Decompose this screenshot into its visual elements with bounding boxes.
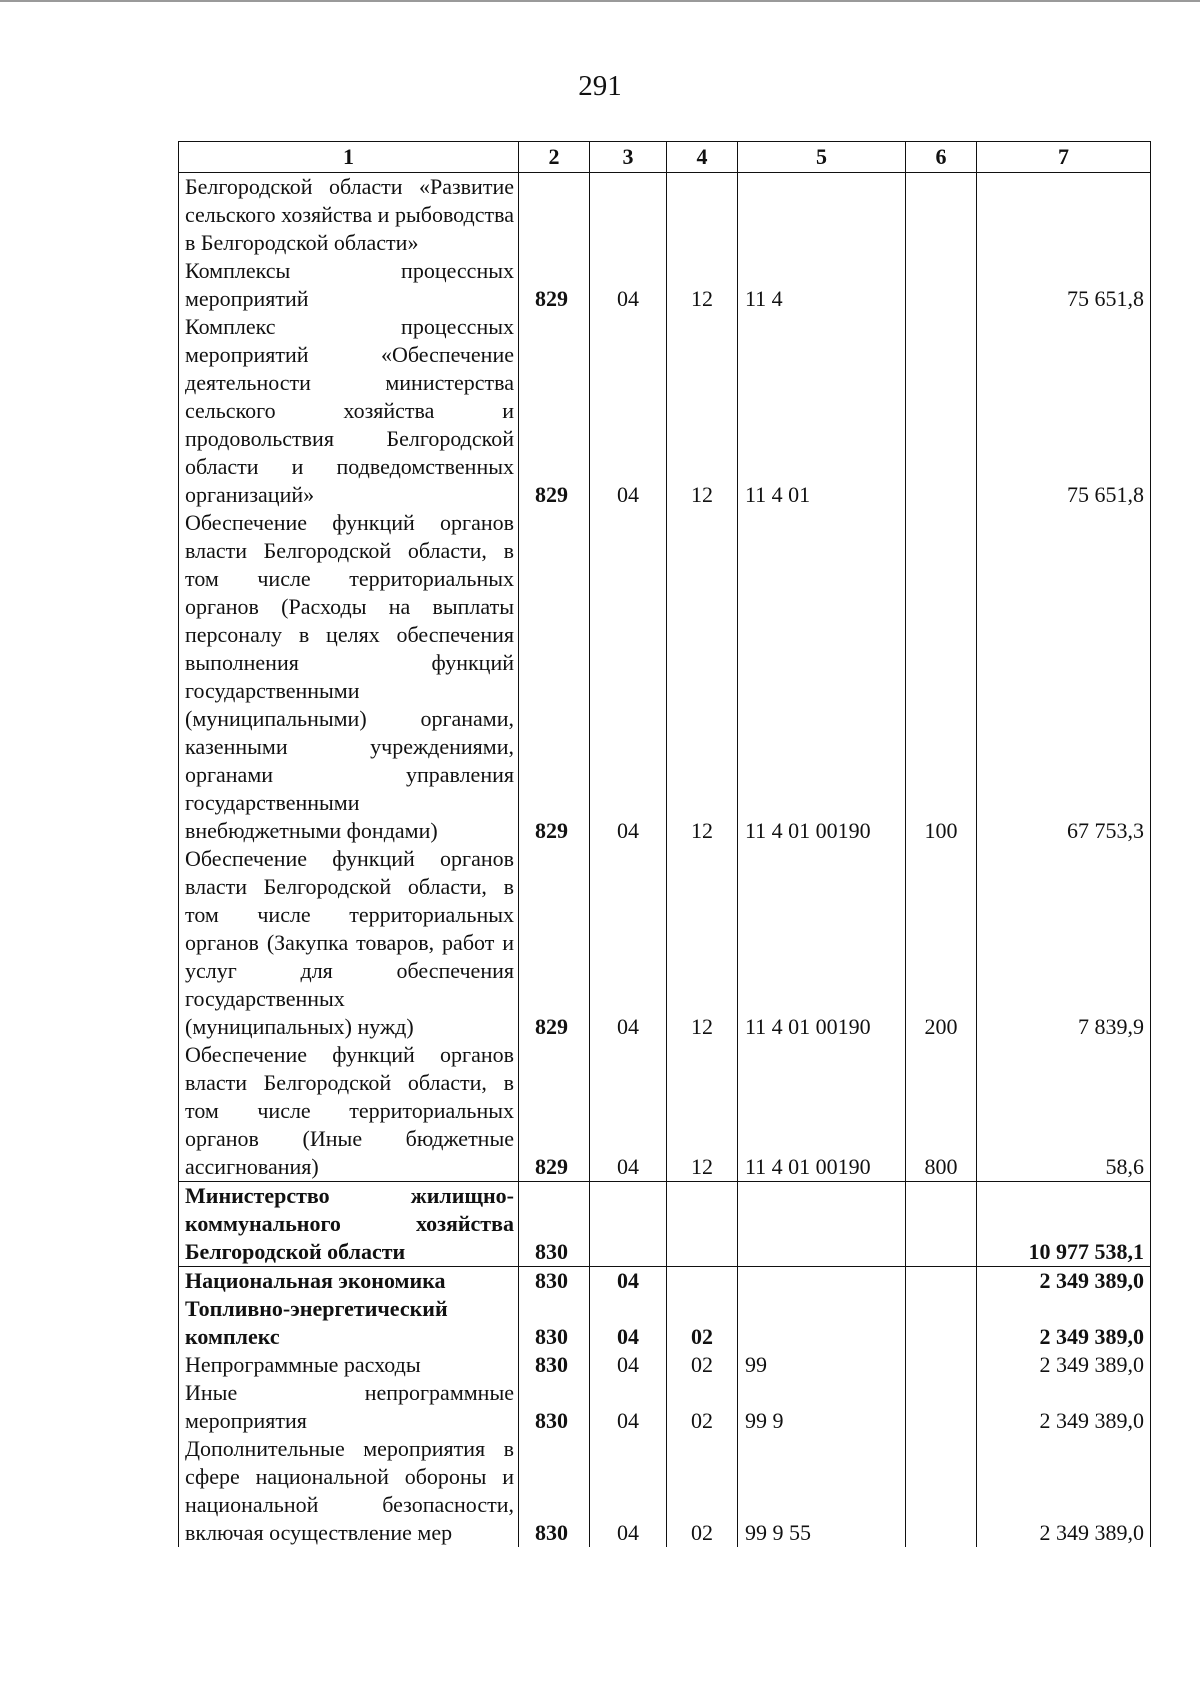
row-name: Министерство жилищно-коммунального хозяйства Белгородской области <box>179 1182 519 1267</box>
row-section: 04 <box>590 509 667 845</box>
row-amount: 2 349 389,0 <box>977 1379 1151 1435</box>
row-section: 04 <box>590 1379 667 1435</box>
row-name: Белгородской области «Развитие сельского хозяйства и рыбоводства в Белгородской области» <box>179 173 519 258</box>
column-header-5: 5 <box>738 142 906 173</box>
row-target-article: 11 4 01 00190 <box>738 1041 906 1182</box>
row-ministry-code: 830 <box>519 1295 590 1351</box>
row-amount: 2 349 389,0 <box>977 1267 1151 1296</box>
row-target-article: 99 <box>738 1351 906 1379</box>
row-name: Иные непрограммные мероприятия <box>179 1379 519 1435</box>
row-expense-type <box>906 173 977 258</box>
row-subsection: 12 <box>667 509 738 845</box>
column-header-4: 4 <box>667 142 738 173</box>
row-section <box>590 173 667 258</box>
table-row-section <box>179 1267 1151 1296</box>
row-subsection: 12 <box>667 257 738 313</box>
row-ministry-code: 830 <box>519 1182 590 1267</box>
row-target-article: 11 4 01 <box>738 313 906 509</box>
row-amount: 75 651,8 <box>977 313 1151 509</box>
row-subsection: 02 <box>667 1435 738 1547</box>
row-ministry-code: 829 <box>519 845 590 1041</box>
row-subsection <box>667 1267 738 1296</box>
row-amount: 2 349 389,0 <box>977 1351 1151 1379</box>
table-row <box>179 509 1151 845</box>
row-amount: 58,6 <box>977 1041 1151 1182</box>
row-expense-type <box>906 1435 977 1547</box>
row-expense-type: 100 <box>906 509 977 845</box>
table-row <box>179 257 1151 313</box>
row-section: 04 <box>590 1435 667 1547</box>
row-target-article <box>738 173 906 258</box>
row-expense-type <box>906 1182 977 1267</box>
column-header-7: 7 <box>977 142 1151 173</box>
row-ministry-code: 829 <box>519 509 590 845</box>
row-amount: 67 753,3 <box>977 509 1151 845</box>
row-expense-type: 800 <box>906 1041 977 1182</box>
row-section: 04 <box>590 1351 667 1379</box>
row-subsection <box>667 1182 738 1267</box>
row-expense-type <box>906 1267 977 1296</box>
row-ministry-code: 830 <box>519 1267 590 1296</box>
row-target-article: 11 4 01 00190 <box>738 845 906 1041</box>
row-target-article: 11 4 <box>738 257 906 313</box>
row-amount: 2 349 389,0 <box>977 1435 1151 1547</box>
row-section: 04 <box>590 257 667 313</box>
row-target-article <box>738 1182 906 1267</box>
row-expense-type <box>906 257 977 313</box>
row-ministry-code: 830 <box>519 1351 590 1379</box>
budget-table <box>178 141 1151 1547</box>
row-name: Комплексы процессных мероприятий <box>179 257 519 313</box>
table-row-subsection <box>179 1295 1151 1351</box>
row-name: Обеспечение функций органов власти Белгородской области, в том числе территориальных органов (Закупка товаров, работ и услуг для обеспечения государственных (муниципальных) нужд) <box>179 845 519 1041</box>
row-section: 04 <box>590 1041 667 1182</box>
table-row <box>179 1379 1151 1435</box>
row-expense-type <box>906 1295 977 1351</box>
row-subsection: 02 <box>667 1295 738 1351</box>
row-amount: 75 651,8 <box>977 257 1151 313</box>
top-rule <box>0 0 1200 2</box>
row-name: Топливно-энергетический комплекс <box>179 1295 519 1351</box>
table-row <box>179 1351 1151 1379</box>
row-target-article: 11 4 01 00190 <box>738 509 906 845</box>
row-expense-type: 200 <box>906 845 977 1041</box>
row-ministry-code: 829 <box>519 1041 590 1182</box>
row-expense-type <box>906 1379 977 1435</box>
table-row <box>179 173 1151 258</box>
table-row <box>179 1435 1151 1547</box>
table-row <box>179 1041 1151 1182</box>
row-target-article: 99 9 <box>738 1379 906 1435</box>
page-number: 291 <box>578 70 622 102</box>
row-target-article: 99 9 55 <box>738 1435 906 1547</box>
row-ministry-code <box>519 173 590 258</box>
row-ministry-code: 829 <box>519 257 590 313</box>
header-row <box>179 142 1151 173</box>
row-name: Обеспечение функций органов власти Белгородской области, в том числе территориальных органов (Расходы на выплаты персоналу в целях обеспечения выполнения функций государственными (муниципальными) органами, казенными учреждениями, органами управления государственными внебюджетными фондами) <box>179 509 519 845</box>
column-header-3: 3 <box>590 142 667 173</box>
row-ministry-code: 830 <box>519 1435 590 1547</box>
row-name: Дополнительные мероприятия в сфере национальной обороны и национальной безопасности, включая осуществление мер <box>179 1435 519 1547</box>
column-header-6: 6 <box>906 142 977 173</box>
row-name: Национальная экономика <box>179 1267 519 1296</box>
column-header-1: 1 <box>179 142 519 173</box>
row-ministry-code: 830 <box>519 1379 590 1435</box>
column-header-2: 2 <box>519 142 590 173</box>
row-amount <box>977 173 1151 258</box>
row-subsection: 12 <box>667 313 738 509</box>
table-row <box>179 845 1151 1041</box>
row-ministry-code: 829 <box>519 313 590 509</box>
row-expense-type <box>906 1351 977 1379</box>
row-subsection: 02 <box>667 1379 738 1435</box>
row-section: 04 <box>590 845 667 1041</box>
row-amount: 2 349 389,0 <box>977 1295 1151 1351</box>
row-name: Непрограммные расходы <box>179 1351 519 1379</box>
row-subsection: 02 <box>667 1351 738 1379</box>
row-expense-type <box>906 313 977 509</box>
row-target-article <box>738 1295 906 1351</box>
row-subsection <box>667 173 738 258</box>
row-subsection: 12 <box>667 1041 738 1182</box>
table-row <box>179 313 1151 509</box>
row-section: 04 <box>590 1295 667 1351</box>
row-section: 04 <box>590 313 667 509</box>
row-section <box>590 1182 667 1267</box>
row-name: Обеспечение функций органов власти Белгородской области, в том числе территориальных органов (Иные бюджетные ассигнования) <box>179 1041 519 1182</box>
row-amount: 7 839,9 <box>977 845 1151 1041</box>
row-amount: 10 977 538,1 <box>977 1182 1151 1267</box>
row-section: 04 <box>590 1267 667 1296</box>
table-row-ministry <box>179 1182 1151 1267</box>
row-name: Комплекс процессных мероприятий «Обеспечение деятельности министерства сельского хозяйства и продовольствия Белгородской области и подведомственных организаций» <box>179 313 519 509</box>
row-subsection: 12 <box>667 845 738 1041</box>
row-target-article <box>738 1267 906 1296</box>
